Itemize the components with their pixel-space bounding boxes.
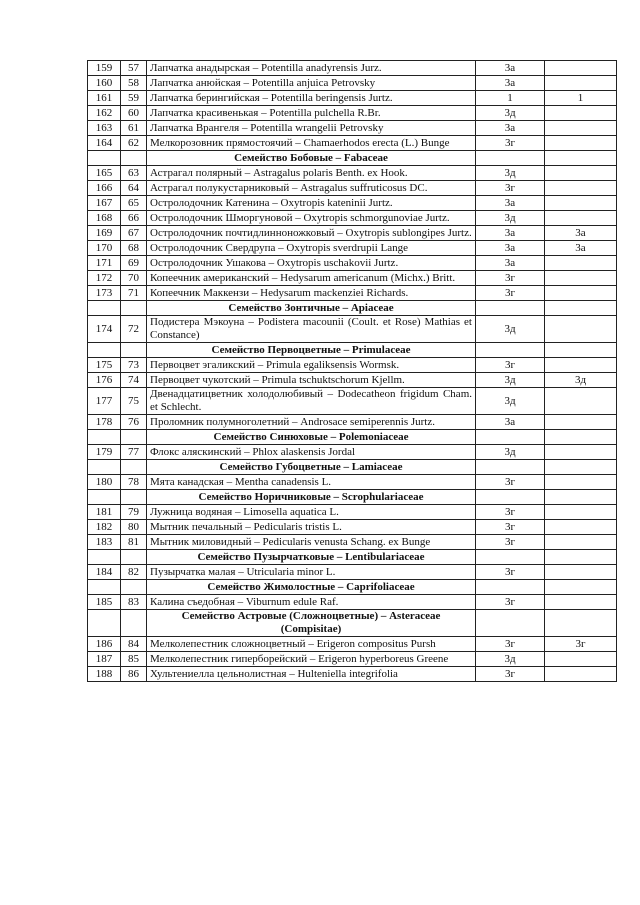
local-number: 72	[121, 316, 147, 343]
row-number-cell	[88, 610, 121, 637]
category-alt-cell	[545, 610, 617, 637]
category: 3а	[476, 415, 545, 430]
category: 3д	[476, 445, 545, 460]
category-cell	[476, 610, 545, 637]
local-number: 80	[121, 520, 147, 535]
category-alt: 3а	[545, 226, 617, 241]
local-number: 70	[121, 271, 147, 286]
category-alt	[545, 166, 617, 181]
local-number: 73	[121, 358, 147, 373]
row-number: 174	[88, 316, 121, 343]
category: 3г	[476, 286, 545, 301]
category: 3а	[476, 241, 545, 256]
row-number: 167	[88, 196, 121, 211]
local-number-cell	[121, 343, 147, 358]
category: 3г	[476, 136, 545, 151]
row-number: 171	[88, 256, 121, 271]
row-number-cell	[88, 430, 121, 445]
category: 3а	[476, 256, 545, 271]
species-row	[88, 181, 617, 196]
local-number: 71	[121, 286, 147, 301]
local-number-cell	[121, 151, 147, 166]
species-row	[88, 520, 617, 535]
local-number: 75	[121, 388, 147, 415]
row-number: 161	[88, 91, 121, 106]
local-number: 78	[121, 475, 147, 490]
row-number-cell	[88, 490, 121, 505]
category: 3г	[476, 565, 545, 580]
row-number: 162	[88, 106, 121, 121]
species-row	[88, 211, 617, 226]
row-number: 172	[88, 271, 121, 286]
family-header-row	[88, 343, 617, 358]
category-alt	[545, 388, 617, 415]
row-number: 165	[88, 166, 121, 181]
category-cell	[476, 343, 545, 358]
species-name: Остролодочник Катенина – Oxytropis kateninii Jurtz.	[147, 196, 476, 211]
category-alt: 1	[545, 91, 617, 106]
category-alt	[545, 316, 617, 343]
species-name: Пузырчатка малая – Utricularia minor L.	[147, 565, 476, 580]
row-number: 180	[88, 475, 121, 490]
local-number: 60	[121, 106, 147, 121]
row-number: 170	[88, 241, 121, 256]
category-cell	[476, 490, 545, 505]
local-number: 58	[121, 76, 147, 91]
row-number: 173	[88, 286, 121, 301]
species-name: Подистера Мэкоуна – Podistera macounii (Coult. et Rose) Mathias et Constance)	[147, 316, 476, 343]
category-alt	[545, 535, 617, 550]
family-title: Семейство Пузырчатковые – Lentibulariaceae	[147, 550, 476, 565]
category-alt	[545, 652, 617, 667]
row-number-cell	[88, 580, 121, 595]
species-row	[88, 535, 617, 550]
category-alt: 3д	[545, 373, 617, 388]
local-number: 83	[121, 595, 147, 610]
local-number: 84	[121, 637, 147, 652]
category-alt: 3а	[545, 241, 617, 256]
category: 1	[476, 91, 545, 106]
local-number: 81	[121, 535, 147, 550]
category-alt: 3г	[545, 637, 617, 652]
family-title: Семейство Синюховые – Polemoniaceae	[147, 430, 476, 445]
species-name: Хультениелла цельнолистная – Hulteniella integrifolia	[147, 667, 476, 682]
row-number: 181	[88, 505, 121, 520]
row-number: 159	[88, 61, 121, 76]
species-row	[88, 226, 617, 241]
species-name: Калина съедобная – Viburnum edule Raf.	[147, 595, 476, 610]
species-name: Остролодочник Ушакова – Oxytropis uschakovii Jurtz.	[147, 256, 476, 271]
species-row	[88, 415, 617, 430]
row-number-cell	[88, 301, 121, 316]
local-number: 76	[121, 415, 147, 430]
species-name: Двенадцатицветник холодолюбивый – Dodecatheon frigidum Cham. et Schlecht.	[147, 388, 476, 415]
category: 3д	[476, 316, 545, 343]
species-row	[88, 76, 617, 91]
row-number: 168	[88, 211, 121, 226]
category-alt	[545, 445, 617, 460]
row-number: 175	[88, 358, 121, 373]
category-cell	[476, 301, 545, 316]
local-number: 69	[121, 256, 147, 271]
row-number: 177	[88, 388, 121, 415]
species-name: Первоцвет эгаликский – Primula egaliksensis Wormsk.	[147, 358, 476, 373]
row-number: 169	[88, 226, 121, 241]
species-row	[88, 667, 617, 682]
species-row	[88, 565, 617, 580]
local-number-cell	[121, 610, 147, 637]
category-cell	[476, 550, 545, 565]
category: 3д	[476, 388, 545, 415]
category-alt-cell	[545, 460, 617, 475]
category-alt	[545, 520, 617, 535]
species-row	[88, 358, 617, 373]
row-number: 185	[88, 595, 121, 610]
local-number: 63	[121, 166, 147, 181]
category: 3г	[476, 520, 545, 535]
category-alt	[545, 595, 617, 610]
category: 3д	[476, 652, 545, 667]
species-row	[88, 652, 617, 667]
category-alt	[545, 76, 617, 91]
species-name: Мытник миловидный – Pedicularis venusta Schang. ex Bunge	[147, 535, 476, 550]
local-number: 59	[121, 91, 147, 106]
category-alt	[545, 565, 617, 580]
species-row	[88, 475, 617, 490]
local-number-cell	[121, 550, 147, 565]
local-number: 77	[121, 445, 147, 460]
species-name: Лапчатка анадырская – Potentilla anadyrensis Jurz.	[147, 61, 476, 76]
category-cell	[476, 430, 545, 445]
category: 3г	[476, 475, 545, 490]
species-row	[88, 445, 617, 460]
species-row	[88, 316, 617, 343]
species-name: Флокс аляскинский – Phlox alaskensis Jordal	[147, 445, 476, 460]
local-number: 85	[121, 652, 147, 667]
species-name: Астрагал полярный – Astragalus polaris Benth. ex Hook.	[147, 166, 476, 181]
row-number: 160	[88, 76, 121, 91]
species-name: Мытник печальный – Pedicularis tristis L.	[147, 520, 476, 535]
family-header-row	[88, 151, 617, 166]
species-row	[88, 388, 617, 415]
category-alt	[545, 181, 617, 196]
row-number-cell	[88, 151, 121, 166]
category-alt	[545, 271, 617, 286]
category-alt	[545, 286, 617, 301]
species-name: Лужница водяная – Limosella aquatica L.	[147, 505, 476, 520]
category-alt	[545, 256, 617, 271]
species-row	[88, 595, 617, 610]
species-name: Мята канадская – Mentha canadensis L.	[147, 475, 476, 490]
species-name: Лапчатка берингийская – Potentilla beringensis Jurtz.	[147, 91, 476, 106]
row-number: 163	[88, 121, 121, 136]
species-name: Проломник полумноголетний – Androsace semiperennis Jurtz.	[147, 415, 476, 430]
local-number-cell	[121, 580, 147, 595]
species-name: Лапчатка анюйская – Potentilla anjuica Petrovsky	[147, 76, 476, 91]
category: 3д	[476, 373, 545, 388]
family-header-row	[88, 580, 617, 595]
species-row	[88, 286, 617, 301]
species-row	[88, 505, 617, 520]
row-number: 178	[88, 415, 121, 430]
species-row	[88, 166, 617, 181]
species-row	[88, 637, 617, 652]
local-number: 82	[121, 565, 147, 580]
category: 3г	[476, 595, 545, 610]
row-number: 166	[88, 181, 121, 196]
local-number-cell	[121, 460, 147, 475]
family-title: Семейство Губоцветные – Lamiaceae	[147, 460, 476, 475]
row-number: 184	[88, 565, 121, 580]
local-number-cell	[121, 430, 147, 445]
row-number: 188	[88, 667, 121, 682]
family-title: Семейство Первоцветные – Primulaceae	[147, 343, 476, 358]
species-name: Остролодочник Шморгуновой – Oxytropis schmorgunoviae Jurtz.	[147, 211, 476, 226]
local-number: 61	[121, 121, 147, 136]
row-number: 179	[88, 445, 121, 460]
category-alt	[545, 667, 617, 682]
species-name: Остролодочник Свердрупа – Oxytropis sverdrupii Lange	[147, 241, 476, 256]
local-number-cell	[121, 490, 147, 505]
species-row	[88, 271, 617, 286]
local-number: 68	[121, 241, 147, 256]
category: 3г	[476, 637, 545, 652]
species-row	[88, 91, 617, 106]
local-number: 65	[121, 196, 147, 211]
row-number: 183	[88, 535, 121, 550]
species-name: Остролодочник почтидлинноножковый – Oxytropis sublongipes Jurtz.	[147, 226, 476, 241]
family-title: Семейство Жимолостные – Caprifoliaceae	[147, 580, 476, 595]
category: 3а	[476, 76, 545, 91]
row-number-cell	[88, 343, 121, 358]
category: 3д	[476, 211, 545, 226]
local-number-cell	[121, 301, 147, 316]
local-number: 62	[121, 136, 147, 151]
family-header-row	[88, 430, 617, 445]
species-table-body	[88, 61, 617, 682]
row-number: 164	[88, 136, 121, 151]
category: 3а	[476, 196, 545, 211]
species-name: Астрагал полукустарниковый – Astragalus suffruticosus DC.	[147, 181, 476, 196]
family-header-row	[88, 301, 617, 316]
family-title: Семейство Зонтичные – Apiaceae	[147, 301, 476, 316]
category-alt	[545, 505, 617, 520]
category-alt	[545, 106, 617, 121]
category-alt-cell	[545, 430, 617, 445]
category-alt	[545, 136, 617, 151]
species-row	[88, 121, 617, 136]
row-number: 187	[88, 652, 121, 667]
category-alt-cell	[545, 301, 617, 316]
category: 3г	[476, 271, 545, 286]
species-name: Мелкорозовник прямостоячий – Chamaerhodos erecta (L.) Bunge	[147, 136, 476, 151]
category-alt	[545, 61, 617, 76]
category-alt	[545, 211, 617, 226]
species-name: Лапчатка красивенькая – Potentilla pulchella R.Br.	[147, 106, 476, 121]
category-cell	[476, 460, 545, 475]
species-row	[88, 136, 617, 151]
category: 3а	[476, 121, 545, 136]
category: 3г	[476, 358, 545, 373]
category-cell	[476, 580, 545, 595]
category-alt	[545, 475, 617, 490]
species-name: Копеечник Маккензи – Hedysarum mackenziei Richards.	[147, 286, 476, 301]
family-header-row	[88, 490, 617, 505]
category-alt	[545, 415, 617, 430]
category-alt	[545, 121, 617, 136]
family-title: Семейство Астровые (Сложноцветные) – Asteraceae (Compisitae)	[147, 610, 476, 637]
species-name: Копеечник американский – Hedysarum americanum (Michx.) Britt.	[147, 271, 476, 286]
species-row	[88, 256, 617, 271]
local-number: 86	[121, 667, 147, 682]
species-row	[88, 106, 617, 121]
species-name: Мелколепестник гиперборейский – Erigeron hyperboreus Greene	[147, 652, 476, 667]
species-row	[88, 196, 617, 211]
category-alt	[545, 196, 617, 211]
category-alt-cell	[545, 580, 617, 595]
family-header-row	[88, 610, 617, 637]
local-number: 74	[121, 373, 147, 388]
species-row	[88, 241, 617, 256]
row-number: 186	[88, 637, 121, 652]
row-number: 182	[88, 520, 121, 535]
category: 3г	[476, 667, 545, 682]
category: 3д	[476, 106, 545, 121]
local-number: 64	[121, 181, 147, 196]
species-row	[88, 61, 617, 76]
category: 3а	[476, 61, 545, 76]
local-number: 67	[121, 226, 147, 241]
family-title: Семейство Норичниковые – Scrophulariaceae	[147, 490, 476, 505]
category: 3а	[476, 226, 545, 241]
row-number-cell	[88, 550, 121, 565]
local-number: 66	[121, 211, 147, 226]
species-row	[88, 373, 617, 388]
species-table	[87, 60, 617, 682]
species-name: Лапчатка Врангеля – Potentilla wrangelii Petrovsky	[147, 121, 476, 136]
category-alt-cell	[545, 550, 617, 565]
category-alt-cell	[545, 490, 617, 505]
category: 3г	[476, 181, 545, 196]
category-alt	[545, 358, 617, 373]
family-header-row	[88, 550, 617, 565]
family-title: Семейство Бобовые – Fabaceae	[147, 151, 476, 166]
category-cell	[476, 151, 545, 166]
row-number: 176	[88, 373, 121, 388]
species-name: Первоцвет чукотский – Primula tschuktschorum Kjellm.	[147, 373, 476, 388]
local-number: 57	[121, 61, 147, 76]
row-number-cell	[88, 460, 121, 475]
category-alt-cell	[545, 151, 617, 166]
category: 3д	[476, 166, 545, 181]
species-name: Мелколепестник сложноцветный – Erigeron compositus Pursh	[147, 637, 476, 652]
category-alt-cell	[545, 343, 617, 358]
family-header-row	[88, 460, 617, 475]
category: 3г	[476, 505, 545, 520]
category: 3г	[476, 535, 545, 550]
local-number: 79	[121, 505, 147, 520]
